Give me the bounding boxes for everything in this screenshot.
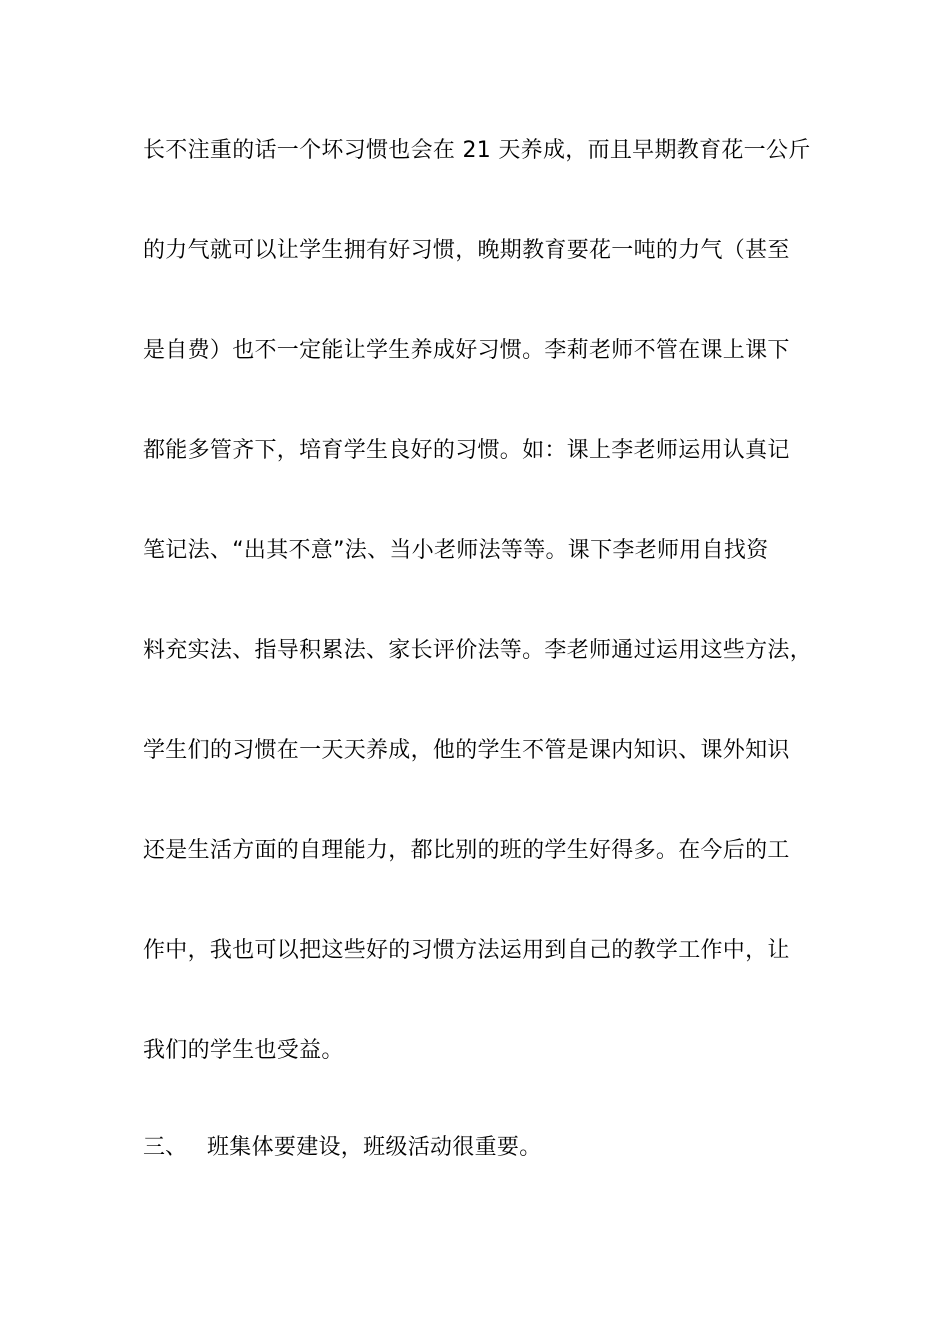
paragraph-line-10: 我们的学生也受益。 xyxy=(143,1038,344,1063)
paragraph-line-4: 都能多管齐下，培育学生良好的习惯。如：课上李老师运用认真记 xyxy=(143,438,790,463)
paragraph-line-3: 是自费）也不一定能让学生养成好习惯。李莉老师不管在课上课下 xyxy=(143,338,790,363)
paragraph-line-2: 的力气就可以让学生拥有好习惯，晚期教育要花一吨的力气（甚至 xyxy=(143,238,790,263)
section-heading-text: 班集体要建设，班级活动很重要。 xyxy=(207,1135,542,1160)
paragraph-line-1: 长不注重的话一个坏习惯也会在 21 天养成，而且早期教育花一公斤 xyxy=(143,138,811,163)
paragraph-line-7: 学生们的习惯在一天天养成，他的学生不管是课内知识、课外知识 xyxy=(143,738,790,763)
paragraph-line-6: 料充实法、指导积累法、家长评价法等。李老师通过运用这些方法， xyxy=(143,638,813,663)
paragraph-line-9: 作中，我也可以把这些好的习惯方法运用到自己的教学工作中，让 xyxy=(143,938,790,963)
paragraph-line-8: 还是生活方面的自理能力，都比别的班的学生好得多。在今后的工 xyxy=(143,838,790,863)
section-heading-number: 三、 xyxy=(143,1135,188,1160)
paragraph-line-5: 笔记法、“出其不意”法、当小老师法等等。课下李老师用自找资 xyxy=(143,538,769,563)
